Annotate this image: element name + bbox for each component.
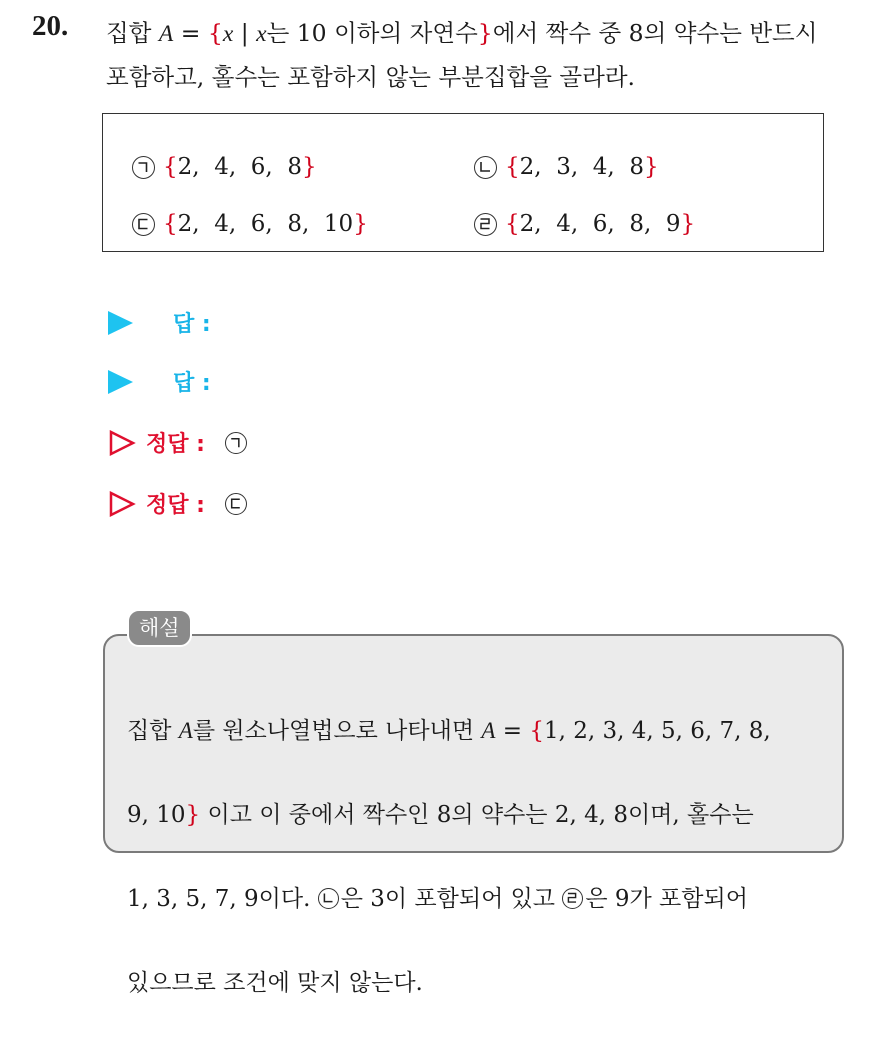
outline-triangle-icon <box>108 430 136 456</box>
question-line-1: 집합 A = {x | x는 10 이하의 자연수}에서 짝수 중 8의 약수는 반드시 <box>106 19 818 47</box>
question-number: 20. <box>32 10 69 42</box>
explanation-text <box>127 668 835 1046</box>
option-b[interactable]: { 2, 3, 4, 8 } <box>474 154 659 180</box>
outline-triangle-icon <box>108 491 136 517</box>
explanation-line-3: 1, 3, 5, 7, 9이다. 은 3이 포함되어 있고 은 9가 포함되어 <box>127 886 748 912</box>
filled-triangle-icon <box>108 311 133 335</box>
circled-rieul-icon <box>562 888 583 909</box>
question-line-2: 포함하고, 홀수는 포함하지 않는 부분집합을 골라라. <box>106 63 636 91</box>
correct-answer-row-2: 정답 : <box>108 488 255 519</box>
explanation-line-1: 집합 A를 원소나열법으로 나타내면 A = {1, 2, 3, 4, 5, 6, 7, 8, <box>127 718 771 744</box>
circled-giyeok-icon <box>132 156 155 179</box>
question-text <box>106 12 866 99</box>
answer-row-2: 답 : <box>108 366 211 397</box>
answer-row-1: 답 : <box>108 307 211 338</box>
circled-giyeok-icon <box>225 432 247 454</box>
option-a[interactable]: { 2, 4, 6, 8 } <box>132 154 317 180</box>
circled-digeut-icon <box>132 213 155 236</box>
option-c[interactable]: { 2, 4, 6, 8, 10 } <box>132 211 368 237</box>
circled-digeut-icon <box>225 493 247 515</box>
filled-triangle-icon <box>108 370 133 394</box>
circled-nieun-icon <box>318 888 339 909</box>
circled-rieul-icon <box>474 213 497 236</box>
circled-nieun-icon <box>474 156 497 179</box>
option-d[interactable]: { 2, 4, 6, 8, 9 } <box>474 211 695 237</box>
explanation-line-2: 9, 10} 이고 이 중에서 짝수인 8의 약수는 2, 4, 8이며, 홀수는 <box>127 802 754 828</box>
explanation-tag: 해설 <box>127 609 192 647</box>
correct-answer-row-1: 정답 : <box>108 427 255 458</box>
explanation-line-4: 있으므로 조건에 맞지 않는다. <box>127 970 423 996</box>
